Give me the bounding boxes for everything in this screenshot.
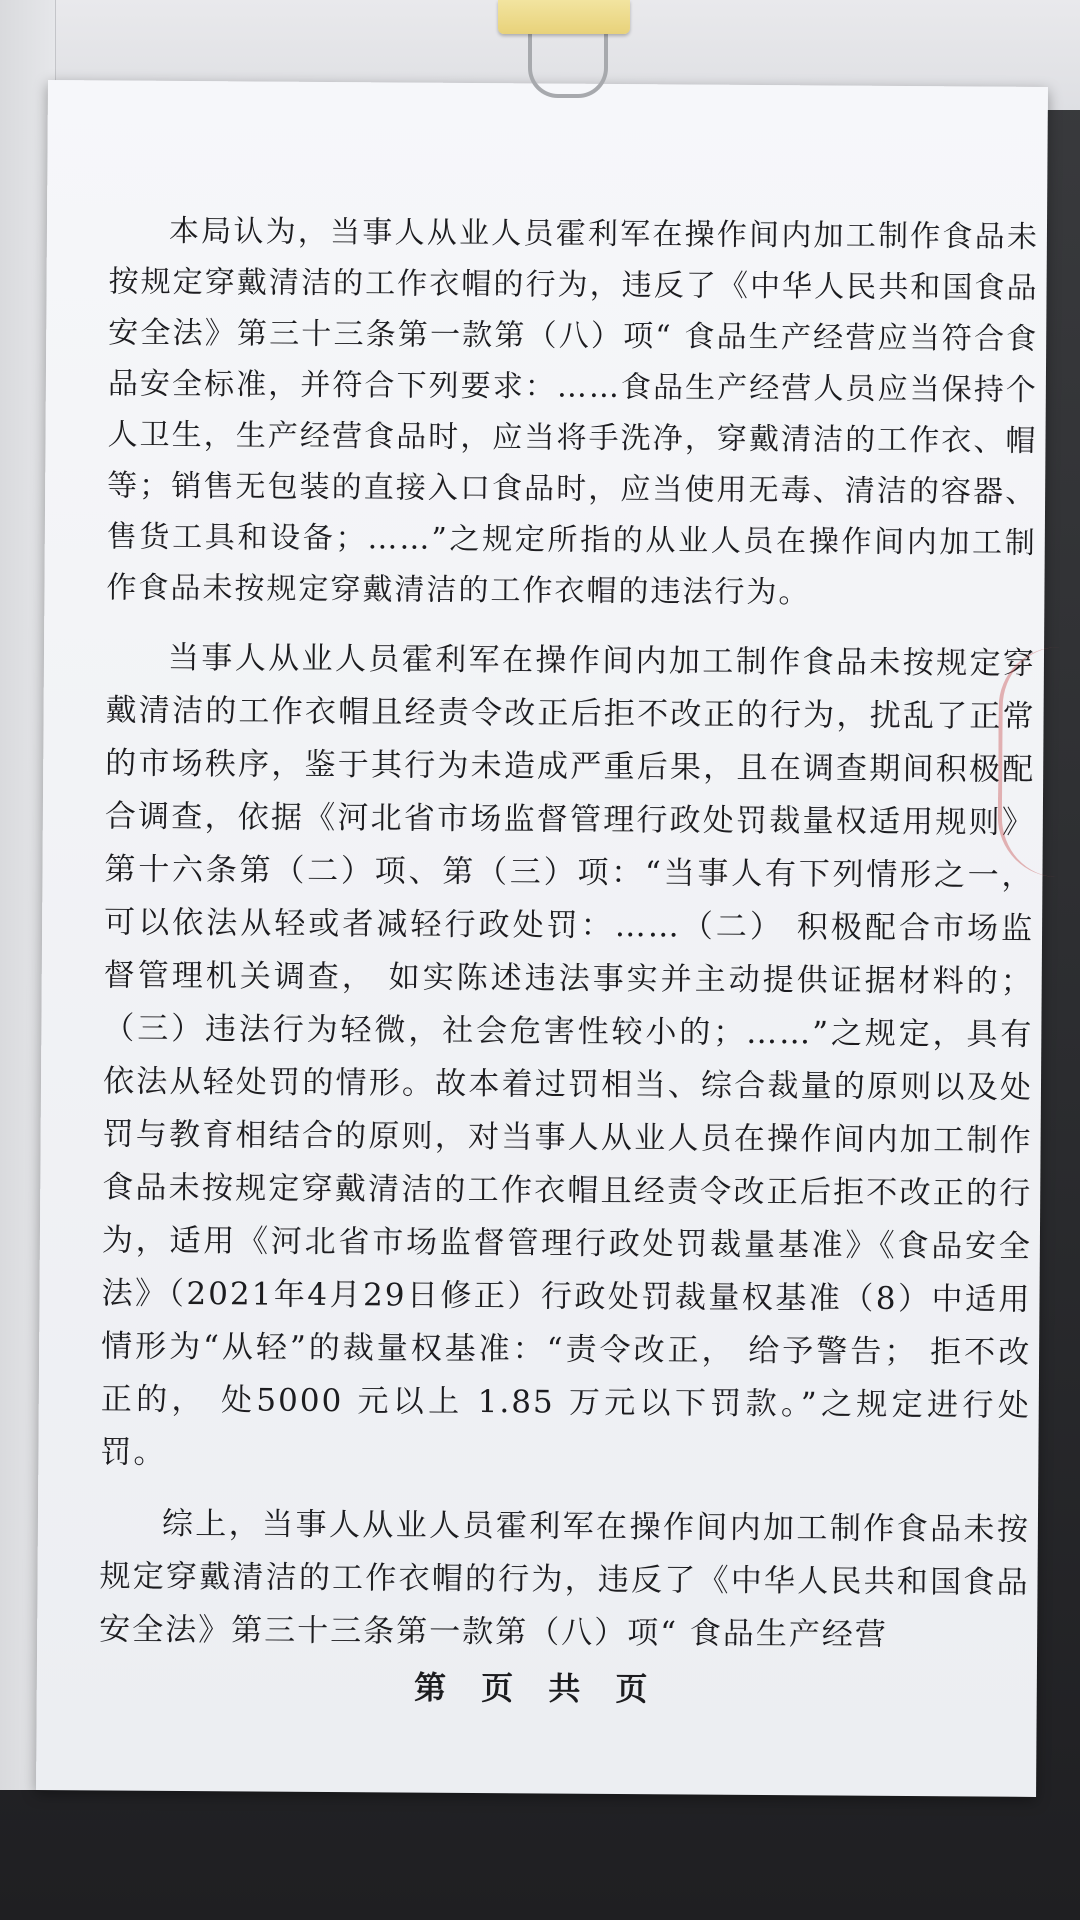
red-seal-stamp	[997, 647, 1080, 878]
document-page	[36, 80, 1048, 1797]
binder-clip	[498, 0, 630, 34]
paragraph-2: 当事人从业人员霍利军在操作间内加工制作食品未按规定穿戴清洁的工作衣帽且经责令改正后拒不改正的行为，扰乱了正常的市场秩序，鉴于其行为未造成严重后果，且在调查期间积极配合调查，依据《河北省市场监督管理行政处罚裁量权适用规则》第十六条第（二）项、第（三）项：“当事人有下列情形之一，可以依法从轻或者减轻行政处罚：……（二） 积极配合市场监督管理机关调查， 如实陈述违法事实并主动提供证据材料的；（三）违法行为轻微，社会危害性较小的；……”之规定，具有依法从轻处罚的情形。故本着过罚相当、综合裁量的原则以及处罚与教育相结合的原则，对当事人从业人员在操作间内加工制作食品未按规定穿戴清洁的工作衣帽且经责令改正后拒不改正的行为，适用《河北省市场监督管理行政处罚裁量基准》《食品安全法》（2021年4月29日修正）行政处罚裁量权基准（8）中适用情形为“从轻”的裁量权基准：“责令改正， 给予警告； 拒不改正的， 处5000 元以上 1.85 万元以下罚款。”之规定进行处罚。	[100, 639, 1037, 1471]
paragraph-1: 本局认为，当事人从业人员霍利军在操作间内加工制作食品未按规定穿戴清洁的工作衣帽的行为，违反了《中华人民共和国食品安全法》第三十三条第一款第（八）项“ 食品生产经营应当符合食品安全标准，并符合下列要求：……食品生产经营人员应当保持个人卫生，生产经营食品时，应当将手洗净，穿戴清洁的工作衣、帽等；销售无包装的直接入口食品时，应当使用无毒、清洁的容器、售货工具和设备；……”之规定所指的从业人员在操作间内加工制作食品未按规定穿戴清洁的工作衣帽的违法行为。	[106, 213, 1040, 611]
paragraph-3: 综上，当事人从业人员霍利军在操作间内加工制作食品未按规定穿戴清洁的工作衣帽的行为，违反了《中华人民共和国食品安全法》第三十三条第一款第（八）项“ 食品生产经营	[99, 1505, 1031, 1653]
document-body	[99, 205, 1039, 1680]
page-footer: 第 页 共 页	[413, 1668, 660, 1709]
binder-clip-wire	[528, 26, 608, 98]
